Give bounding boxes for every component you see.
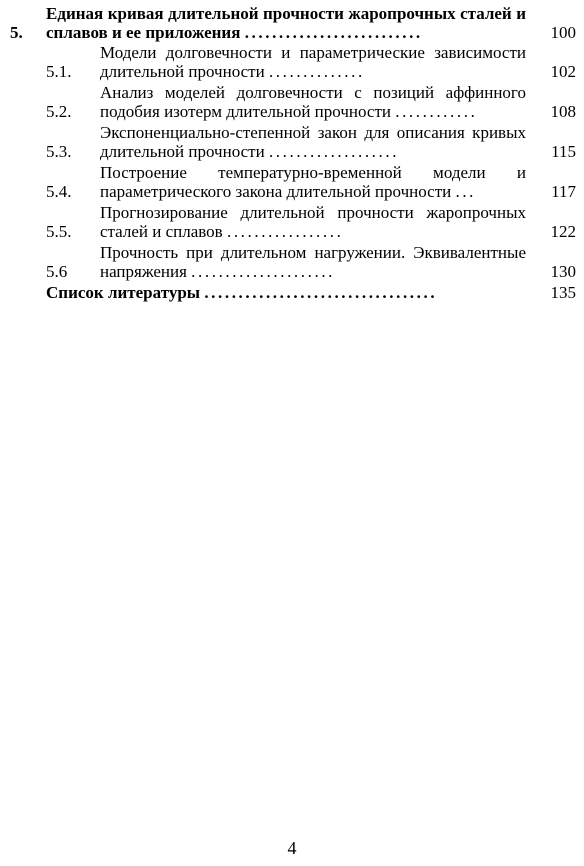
table-of-contents bbox=[10, 4, 576, 302]
leader-dots: ............ bbox=[395, 102, 478, 121]
bibliography-title bbox=[46, 283, 526, 302]
section-page: 102 bbox=[550, 62, 576, 81]
leader-dots: ..................... bbox=[191, 262, 336, 281]
leader-dots: ................... bbox=[268, 142, 400, 161]
section-title bbox=[100, 43, 526, 81]
section-number: 5.4. bbox=[46, 182, 72, 201]
toc-section-5-5[interactable] bbox=[46, 203, 576, 241]
section-page: 108 bbox=[550, 102, 576, 121]
section-number: 5.6 bbox=[46, 262, 68, 281]
bibliography-page: 135 bbox=[550, 283, 576, 302]
section-title-text: Прочность при длительном нагружении. Эквивалентные напряжения bbox=[100, 243, 526, 281]
section-title bbox=[100, 243, 526, 281]
bibliography-title-text: Список литературы bbox=[46, 283, 201, 302]
section-number: 5.1. bbox=[46, 62, 72, 81]
page-number: 4 bbox=[287, 838, 297, 858]
chapter-number: 5. bbox=[10, 23, 23, 42]
toc-bibliography[interactable] bbox=[46, 283, 576, 302]
leader-dots: .............. bbox=[268, 62, 365, 81]
section-title bbox=[100, 163, 526, 201]
section-page: 130 bbox=[550, 262, 576, 281]
leader-dots: ... bbox=[455, 182, 477, 201]
chapter-page: 100 bbox=[550, 23, 576, 42]
toc-section-5-6[interactable] bbox=[46, 243, 576, 281]
toc-section-5-3[interactable] bbox=[46, 123, 576, 161]
toc-section-5-1[interactable] bbox=[46, 43, 576, 81]
section-page: 115 bbox=[551, 142, 576, 161]
leader-dots: .......................... bbox=[244, 23, 423, 42]
toc-section-5-4[interactable] bbox=[46, 163, 576, 201]
toc-section-5-2[interactable] bbox=[46, 83, 576, 121]
section-title-text: Анализ моделей долговечности с позиций аффинного подобия изотерм длительной прочности bbox=[100, 83, 526, 121]
chapter-title-text: Единая кривая длительной прочности жаропрочных сталей и сплавов и ее приложения bbox=[46, 4, 526, 42]
section-page: 122 bbox=[550, 222, 576, 241]
section-title-text: Модели долговечности и параметрические зависимости длительной прочности bbox=[100, 43, 526, 81]
chapter-title bbox=[46, 4, 526, 42]
section-title-text: Построение температурно-временной модели и параметрического закона длительной прочности bbox=[100, 163, 526, 201]
section-page: 117 bbox=[551, 182, 576, 201]
section-number: 5.5. bbox=[46, 222, 72, 241]
section-title bbox=[100, 83, 526, 121]
section-title bbox=[100, 203, 526, 241]
section-title bbox=[100, 123, 526, 161]
section-title-text: Прогнозирование длительной прочности жаропрочных сталей и сплавов bbox=[100, 203, 526, 241]
leader-dots: .................................. bbox=[204, 283, 438, 302]
section-number: 5.2. bbox=[46, 102, 72, 121]
section-title-text: Экспоненциально-степенной закон для описания кривых длительной прочности bbox=[100, 123, 526, 161]
section-number: 5.3. bbox=[46, 142, 72, 161]
toc-chapter-5[interactable] bbox=[10, 4, 576, 42]
leader-dots: ................. bbox=[226, 222, 344, 241]
